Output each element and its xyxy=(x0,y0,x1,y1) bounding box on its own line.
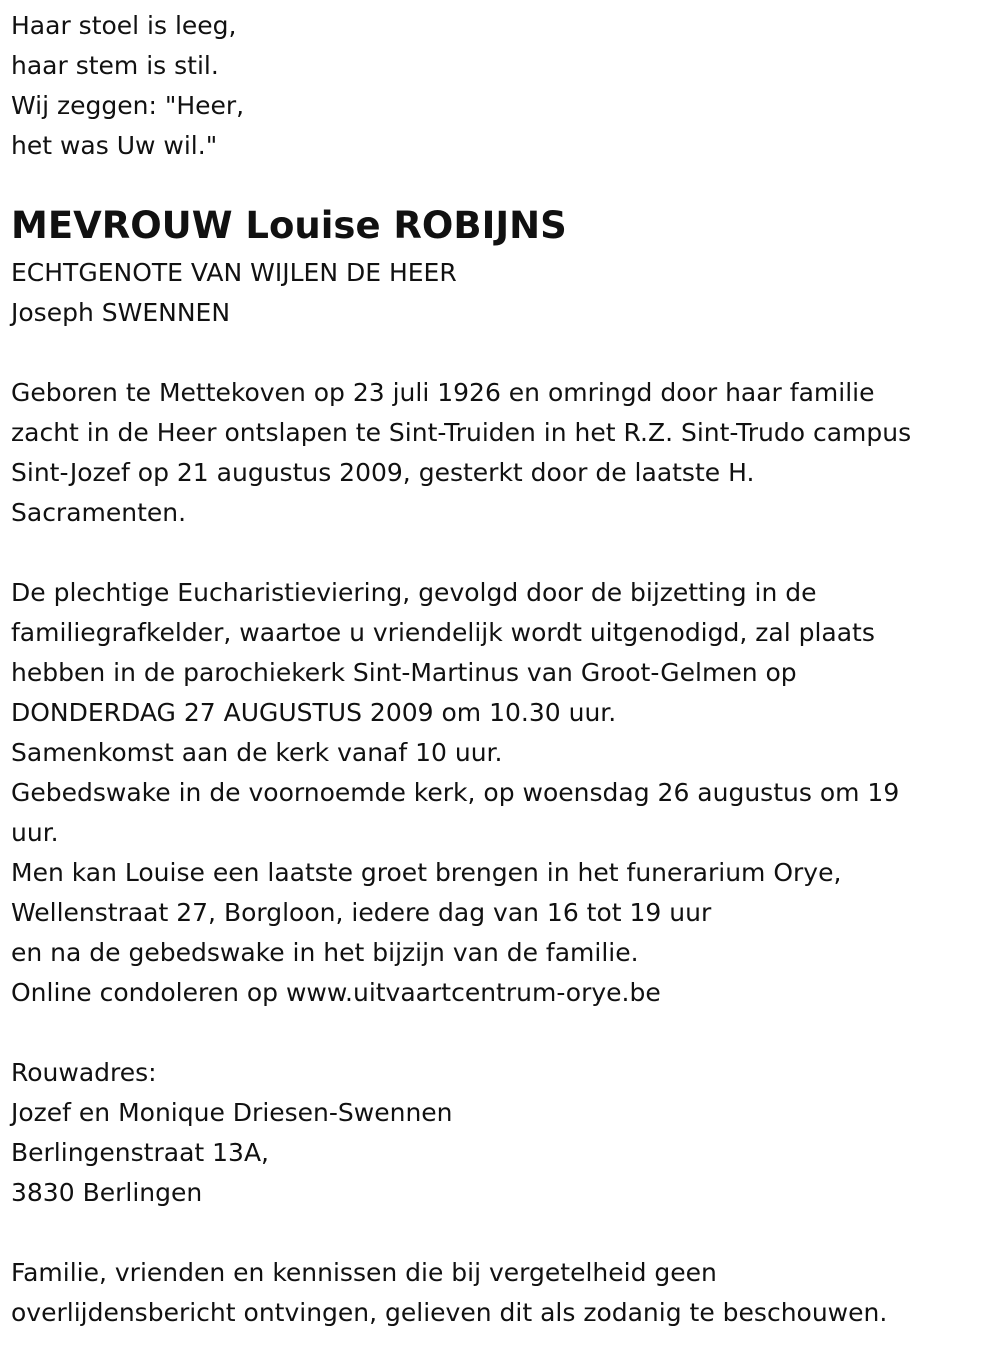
mourning-address-heading: Rouwadres: xyxy=(11,1058,157,1087)
deceased-name: MEVROUW Louise ROBIJNS xyxy=(11,204,567,247)
poem-line: haar stem is stil. xyxy=(11,51,219,80)
notice-line: zacht in de Heer ontslapen te Sint-Truiden in het R.Z. Sint-Trudo campus xyxy=(11,418,912,447)
ceremony-line: Samenkomst aan de kerk vanaf 10 uur. xyxy=(11,738,503,767)
poem-line: het was Uw wil." xyxy=(11,131,218,160)
mourning-address-line: Berlingenstraat 13A, xyxy=(11,1138,269,1167)
condolence-website: Online condoleren op www.uitvaartcentrum-orye.be xyxy=(11,978,661,1007)
ceremony-line: Gebedswake in de voornoemde kerk, op woensdag 26 augustus om 19 xyxy=(11,778,900,807)
notice-line: Sacramenten. xyxy=(11,498,187,527)
mourning-address-line: Jozef en Monique Driesen-Swennen xyxy=(11,1098,453,1127)
poem-line: Wij zeggen: "Heer, xyxy=(11,91,245,120)
ceremony-line: en na de gebedswake in het bijzijn van de familie. xyxy=(11,938,639,967)
ceremony-line: familiegrafkelder, waartoe u vriendelijk wordt uitgenodigd, zal plaats xyxy=(11,618,875,647)
deceased-relation: ECHTGENOTE VAN WIJLEN DE HEER xyxy=(11,258,457,287)
notice-line: Geboren te Mettekoven op 23 juli 1926 en omringd door haar familie xyxy=(11,378,875,407)
ceremony-line: DONDERDAG 27 AUGUSTUS 2009 om 10.30 uur. xyxy=(11,698,617,727)
closing-line: overlijdensbericht ontvingen, gelieven dit als zodanig te beschouwen. xyxy=(11,1298,888,1327)
mourning-address-line: 3830 Berlingen xyxy=(11,1178,203,1207)
closing-line: Familie, vrienden en kennissen die bij vergetelheid geen xyxy=(11,1258,717,1287)
ceremony-line: De plechtige Eucharistieviering, gevolgd door de bijzetting in de xyxy=(11,578,817,607)
notice-line: Sint-Jozef op 21 augustus 2009, gesterkt door de laatste H. xyxy=(11,458,755,487)
ceremony-line: Wellenstraat 27, Borgloon, iedere dag van 16 tot 19 uur xyxy=(11,898,712,927)
deceased-spouse: Joseph SWENNEN xyxy=(11,298,231,327)
ceremony-line: hebben in de parochiekerk Sint-Martinus van Groot-Gelmen op xyxy=(11,658,797,687)
poem-line: Haar stoel is leeg, xyxy=(11,11,237,40)
ceremony-line: uur. xyxy=(11,818,59,847)
ceremony-line: Men kan Louise een laatste groet brengen in het funerarium Orye, xyxy=(11,858,842,887)
